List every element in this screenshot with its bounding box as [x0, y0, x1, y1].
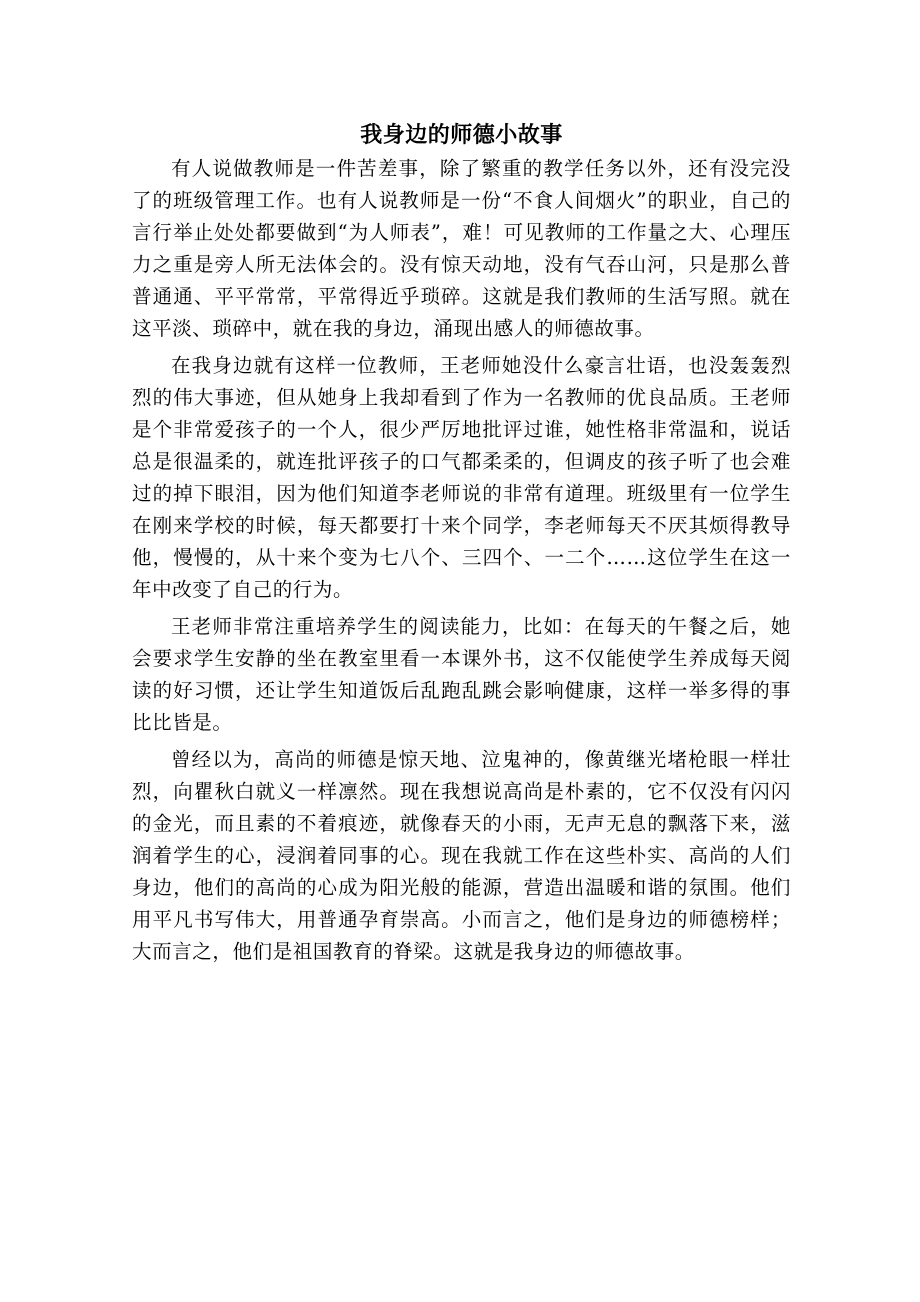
paragraph-3: 王老师非常注重培养学生的阅读能力，比如：在每天的午餐之后，她会要求学生安静的坐在教室里看一本课外书，这不仅能使学生养成每天阅读的好习惯，还让学生知道饭后乱跑乱跳会影响健康，这样一举多得的事比比皆是。 — [132, 615, 791, 734]
document-body — [132, 117, 791, 973]
document-title: 我身边的师德小故事 — [360, 122, 563, 148]
paragraph-4: 曾经以为，高尚的师德是惊天地、泣鬼神的，像黄继光堵枪眼一样壮烈，向瞿秋白就义一样凛然。现在我想说高尚是朴素的，它不仅没有闪闪的金光，而且素的不着痕迹，就像春天的小雨，无声无息的飘落下来，滋润着学生的心，浸润着同事的心。现在我就工作在这些朴实、高尚的人们身边，他们的高尚的心成为阳光般的能源，营造出温暖和谐的氛围。他们用平凡书写伟大，用普通孕育崇高。小而言之，他们是身边的师德榜样；大而言之，他们是祖国教育的脊梁。这就是我身边的师德故事。 — [132, 748, 791, 963]
paragraph-2: 在我身边就有这样一位教师，王老师她没什么豪言壮语，也没轰轰烈烈的伟大事迹，但从她身上我却看到了作为一名教师的优良品质。王老师是个非常爱孩子的一个人，很少严厉地批评过谁，她性格非常温和，说话总是很温柔的，就连批评孩子的口气都柔柔的，但调皮的孩子听了也会难过的掉下眼泪，因为他们知道李老师说的非常有道理。班级里有一位学生在刚来学校的时候，每天都要打十来个同学，李老师每天不厌其烦得教导他，慢慢的，从十来个变为七八个、三四个、一二个……这位学生在这一年中改变了自己的行为。 — [132, 354, 791, 601]
paragraph-1: 有人说做教师是一件苦差事，除了繁重的教学任务以外，还有没完没了的班级管理工作。也有人说教师是一份“不食人间烟火”的职业，自己的言行举止处处都要做到“为人师表”，难！可见教师的工作量之大、心理压力之重是旁人所无法体会的。没有惊天动地，没有气吞山河，只是那么普普通通、平平常常，平常得近乎琐碎。这就是我们教师的生活写照。就在这平淡、琐碎中，就在我的身边，涌现出感人的师德故事。 — [132, 157, 791, 340]
